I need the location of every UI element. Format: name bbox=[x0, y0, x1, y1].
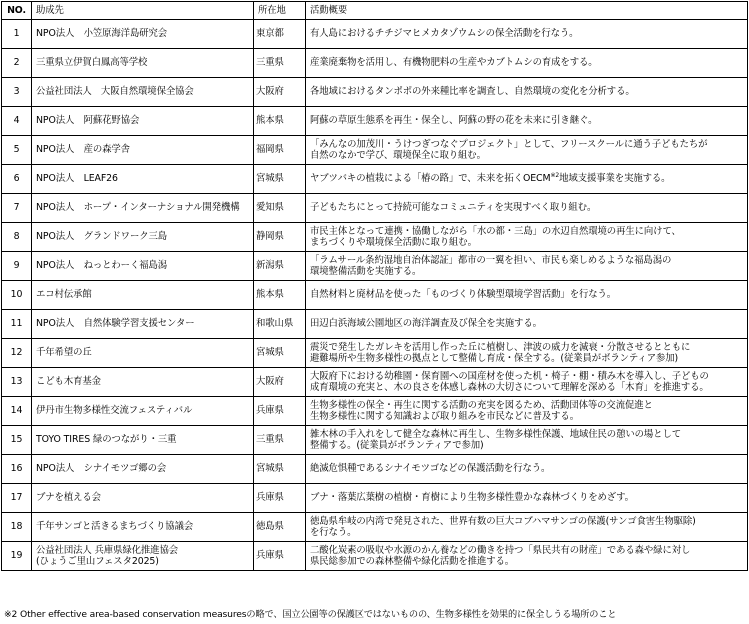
location-cell: 兵庫県 bbox=[254, 542, 306, 571]
summary-line: 成育環境の充実と、木の良さを体感し森林の大切さについて理解を深める「木育」を推進する。 bbox=[310, 382, 709, 393]
row-number: 2 bbox=[2, 49, 32, 78]
summary-cell bbox=[306, 252, 748, 281]
grantee-name-line: NPO法人 阿蘇花野協会 bbox=[36, 115, 140, 127]
location-cell: 兵庫県 bbox=[254, 397, 306, 426]
summary-line: 環境整備活動を実施する。 bbox=[310, 266, 422, 277]
summary-line: 阿蘇の草原生態系を再生・保全し、阿蘇の野の花を未来に引き継ぐ。 bbox=[310, 115, 598, 127]
grantee-cell bbox=[32, 223, 254, 252]
row-number: 3 bbox=[2, 78, 32, 107]
summary-line: 避難場所や生物多様性の拠点として整備し育成・保全する。(従業員がボランティア参加) bbox=[310, 353, 679, 364]
grantee-name-line: エコ村伝承館 bbox=[36, 289, 92, 301]
row-number: 15 bbox=[2, 426, 32, 455]
table-row bbox=[2, 542, 748, 571]
table-row bbox=[2, 194, 748, 223]
location-cell: 新潟県 bbox=[254, 252, 306, 281]
summary-cell bbox=[306, 310, 748, 339]
location-cell: 愛知県 bbox=[254, 194, 306, 223]
grantee-cell bbox=[32, 107, 254, 136]
row-number: 16 bbox=[2, 455, 32, 484]
table-row bbox=[2, 107, 748, 136]
summary-line: 震災で発生したガレキを活用し作った丘に植樹し、津波の威力を減衰・分散させるとともに bbox=[310, 341, 691, 353]
grantee-name-line: NPO法人 グランドワーク三島 bbox=[36, 231, 168, 243]
summary-line: まちづくりや環境保全活動に取り組む。 bbox=[310, 237, 477, 248]
grantee-cell bbox=[32, 542, 254, 571]
table-row bbox=[2, 136, 748, 165]
grantee-name-line: NPO法人 産の森学舎 bbox=[36, 144, 130, 156]
row-number: 4 bbox=[2, 107, 32, 136]
grantee-name-line: ブナを植える会 bbox=[36, 492, 101, 504]
summary-line: 有人島におけるチチジマヒメカタゾウムシの保全活動を行なう。 bbox=[310, 28, 579, 40]
summary-line: 子どもたちにとって持続可能なコミュニティを実現すべく取り組む。 bbox=[310, 202, 597, 214]
row-number: 19 bbox=[2, 542, 32, 571]
summary-line: 自然のなかで学び、環境保全に取り組む。 bbox=[310, 150, 486, 161]
grantee-cell bbox=[32, 20, 254, 49]
summary-cell bbox=[306, 165, 748, 194]
summary-cell bbox=[306, 455, 748, 484]
location-cell: 大阪府 bbox=[254, 78, 306, 107]
summary-cell bbox=[306, 136, 748, 165]
grantee-cell bbox=[32, 49, 254, 78]
summary-cell bbox=[306, 542, 748, 571]
row-number: 13 bbox=[2, 368, 32, 397]
grantee-cell bbox=[32, 310, 254, 339]
grantee-cell bbox=[32, 513, 254, 542]
summary-cell bbox=[306, 397, 748, 426]
table-row bbox=[2, 78, 748, 107]
table-body bbox=[2, 20, 748, 571]
row-number: 8 bbox=[2, 223, 32, 252]
grantee-name-line: 千年希望の丘 bbox=[36, 347, 92, 359]
summary-cell bbox=[306, 484, 748, 513]
header-grantee: 助成先 bbox=[32, 2, 254, 20]
summary-cell bbox=[306, 20, 748, 49]
grant-recipients-table bbox=[1, 1, 748, 571]
grantee-cell bbox=[32, 165, 254, 194]
grantee-name-line: 三重県立伊賀白鳳高等学校 bbox=[36, 57, 148, 69]
location-cell: 熊本県 bbox=[254, 281, 306, 310]
row-number: 10 bbox=[2, 281, 32, 310]
location-cell: 兵庫県 bbox=[254, 484, 306, 513]
table-row bbox=[2, 513, 748, 542]
grantee-name-line: TOYO TIRES 緑のつながり・三重 bbox=[36, 434, 177, 446]
summary-text: ヤブツバキの植栽による「椿の路」で、未来を拓くOECM bbox=[310, 173, 551, 185]
row-number: 5 bbox=[2, 136, 32, 165]
summary-text: 地域支援事業を実施する。 bbox=[559, 173, 671, 185]
location-cell: 宮城県 bbox=[254, 455, 306, 484]
grantee-name-line: NPO法人 小笠原海洋島研究会 bbox=[36, 28, 168, 40]
grantee-name-line: NPO法人 シナイモツゴ郷の会 bbox=[36, 463, 167, 475]
footnote-mark: ※2 bbox=[550, 172, 560, 180]
grantee-name-line: こども木育基金 bbox=[36, 376, 101, 388]
location-cell: 熊本県 bbox=[254, 107, 306, 136]
summary-line: 生物多様性の保全・再生に関する活動の充実を図るため、活動団体等の交流促進と bbox=[310, 399, 653, 411]
summary-line: 市民主体となって連携・協働しながら「水の都・三島」の水辺自然環境の再生に向けて、 bbox=[310, 225, 681, 237]
location-cell: 徳島県 bbox=[254, 513, 306, 542]
summary-cell bbox=[306, 194, 748, 223]
grantee-name-line: NPO法人 ホープ・インターナショナル開発機構 bbox=[36, 202, 240, 214]
row-number: 18 bbox=[2, 513, 32, 542]
table-row bbox=[2, 252, 748, 281]
table-row bbox=[2, 49, 748, 78]
grantee-cell bbox=[32, 194, 254, 223]
grantee-cell bbox=[32, 484, 254, 513]
summary-cell bbox=[306, 78, 748, 107]
table-row bbox=[2, 281, 748, 310]
summary-line: 各地域におけるタンポポの外来種比率を調査し、自然環境の変化を分析する。 bbox=[310, 86, 635, 98]
location-cell: 東京都 bbox=[254, 20, 306, 49]
header-summary: 活動概要 bbox=[306, 2, 748, 20]
summary-line: 「ラムサール条約湿地自治体認証」都市の一翼を担い、市民も楽しめるような福島潟の bbox=[310, 254, 672, 266]
grantee-cell bbox=[32, 252, 254, 281]
location-cell: 宮城県 bbox=[254, 339, 306, 368]
summary-line: 大阪府下における幼稚園・保育園への国産材を使った机・椅子・棚・積み木を導入し、子どもの bbox=[310, 370, 709, 382]
table-header-row bbox=[2, 2, 748, 20]
row-number: 9 bbox=[2, 252, 32, 281]
table-row bbox=[2, 310, 748, 339]
grantee-cell bbox=[32, 368, 254, 397]
summary-cell bbox=[306, 426, 748, 455]
header-location: 所在地 bbox=[254, 2, 306, 20]
location-cell: 大阪府 bbox=[254, 368, 306, 397]
grantee-cell bbox=[32, 397, 254, 426]
location-cell: 静岡県 bbox=[254, 223, 306, 252]
row-number: 14 bbox=[2, 397, 32, 426]
grantee-name-line: (ひょうご里山フェスタ2025) bbox=[36, 556, 159, 567]
table-row bbox=[2, 426, 748, 455]
summary-line bbox=[310, 173, 743, 184]
summary-line: 整備する。(従業員がボランティアで参加) bbox=[310, 440, 484, 451]
location-cell: 宮城県 bbox=[254, 165, 306, 194]
grantee-cell bbox=[32, 426, 254, 455]
row-number: 12 bbox=[2, 339, 32, 368]
summary-line: ブナ・落葉広葉樹の植樹・育樹により生物多様性豊かな森林づくりをめざす。 bbox=[310, 492, 634, 504]
summary-cell bbox=[306, 107, 748, 136]
grantee-name-line: 千年サンゴと活きるまちづくり協議会 bbox=[36, 521, 194, 533]
header-no: NO. bbox=[2, 2, 32, 20]
row-number: 11 bbox=[2, 310, 32, 339]
grantee-name-line: NPO法人 LEAF26 bbox=[36, 173, 118, 185]
summary-line: 絶滅危惧種であるシナイモツゴなどの保護活動を行なう。 bbox=[310, 463, 551, 475]
table-row bbox=[2, 397, 748, 426]
summary-cell bbox=[306, 339, 748, 368]
grantee-cell bbox=[32, 339, 254, 368]
footnote: ※2 Other effective area-based conservation measuresの略で、国立公園等の保護区ではないものの、生物多様性を効果的に保全しうる場所のこと bbox=[4, 609, 617, 620]
location-cell: 三重県 bbox=[254, 426, 306, 455]
table-row bbox=[2, 455, 748, 484]
table-row bbox=[2, 368, 748, 397]
summary-cell bbox=[306, 368, 748, 397]
summary-line: を行なう。 bbox=[310, 527, 357, 538]
summary-line: 雑木林の手入れをして健全な森林に再生し、生物多様性保護、地域住民の憩いの場として bbox=[310, 428, 682, 440]
grantee-cell bbox=[32, 78, 254, 107]
summary-line: 徳島県牟岐の内湾で発見された、世界有数の巨大コブハマサンゴの保護(サンゴ食害生物駆除) bbox=[310, 515, 696, 527]
row-number: 17 bbox=[2, 484, 32, 513]
grantee-name-line: NPO法人 自然体験学習支援センター bbox=[36, 318, 195, 330]
grantee-name-line: 公益社団法人 兵庫県緑化推進協会 bbox=[36, 544, 179, 556]
summary-line: 県民総参加での森林整備や緑化活動を推進する。 bbox=[310, 556, 515, 567]
table-row bbox=[2, 484, 748, 513]
summary-line: 生物多様性に関する知識および取り組みを市民などに普及する。 bbox=[310, 411, 579, 422]
table-row bbox=[2, 20, 748, 49]
summary-line: 産業廃棄物を活用し、有機物肥料の生産やカブトムシの育成をする。 bbox=[310, 57, 598, 69]
grantee-cell bbox=[32, 455, 254, 484]
location-cell: 和歌山県 bbox=[254, 310, 306, 339]
summary-cell bbox=[306, 223, 748, 252]
summary-line: 田辺白浜海域公園地区の海洋調査及び保全を実施する。 bbox=[310, 318, 542, 330]
grantee-name-line: NPO法人 ねっとわーく福島潟 bbox=[36, 260, 168, 272]
row-number: 7 bbox=[2, 194, 32, 223]
grantee-name-line: 伊丹市生物多様性交流フェスティバル bbox=[36, 405, 193, 417]
location-cell: 福岡県 bbox=[254, 136, 306, 165]
table-row bbox=[2, 339, 748, 368]
grantee-name-line: 公益社団法人 大阪自然環境保全協会 bbox=[36, 86, 194, 98]
summary-cell bbox=[306, 49, 748, 78]
grantee-cell bbox=[32, 136, 254, 165]
location-cell: 三重県 bbox=[254, 49, 306, 78]
summary-line: 二酸化炭素の吸収や水源のかん養などの働きを持つ「県民共有の財産」である森や緑に対し bbox=[310, 544, 691, 556]
summary-line: 自然材料と廃材品を使った「ものづくり体験型環境学習活動」を行なう。 bbox=[310, 289, 617, 301]
grantee-cell bbox=[32, 281, 254, 310]
summary-cell bbox=[306, 513, 748, 542]
row-number: 1 bbox=[2, 20, 32, 49]
table-row bbox=[2, 223, 748, 252]
summary-line: 「みんなの加茂川・うけつぎつなぐプロジェクト」として、フリースクールに通う子どもたちが bbox=[310, 138, 708, 150]
summary-cell bbox=[306, 281, 748, 310]
table-row bbox=[2, 165, 748, 194]
row-number: 6 bbox=[2, 165, 32, 194]
